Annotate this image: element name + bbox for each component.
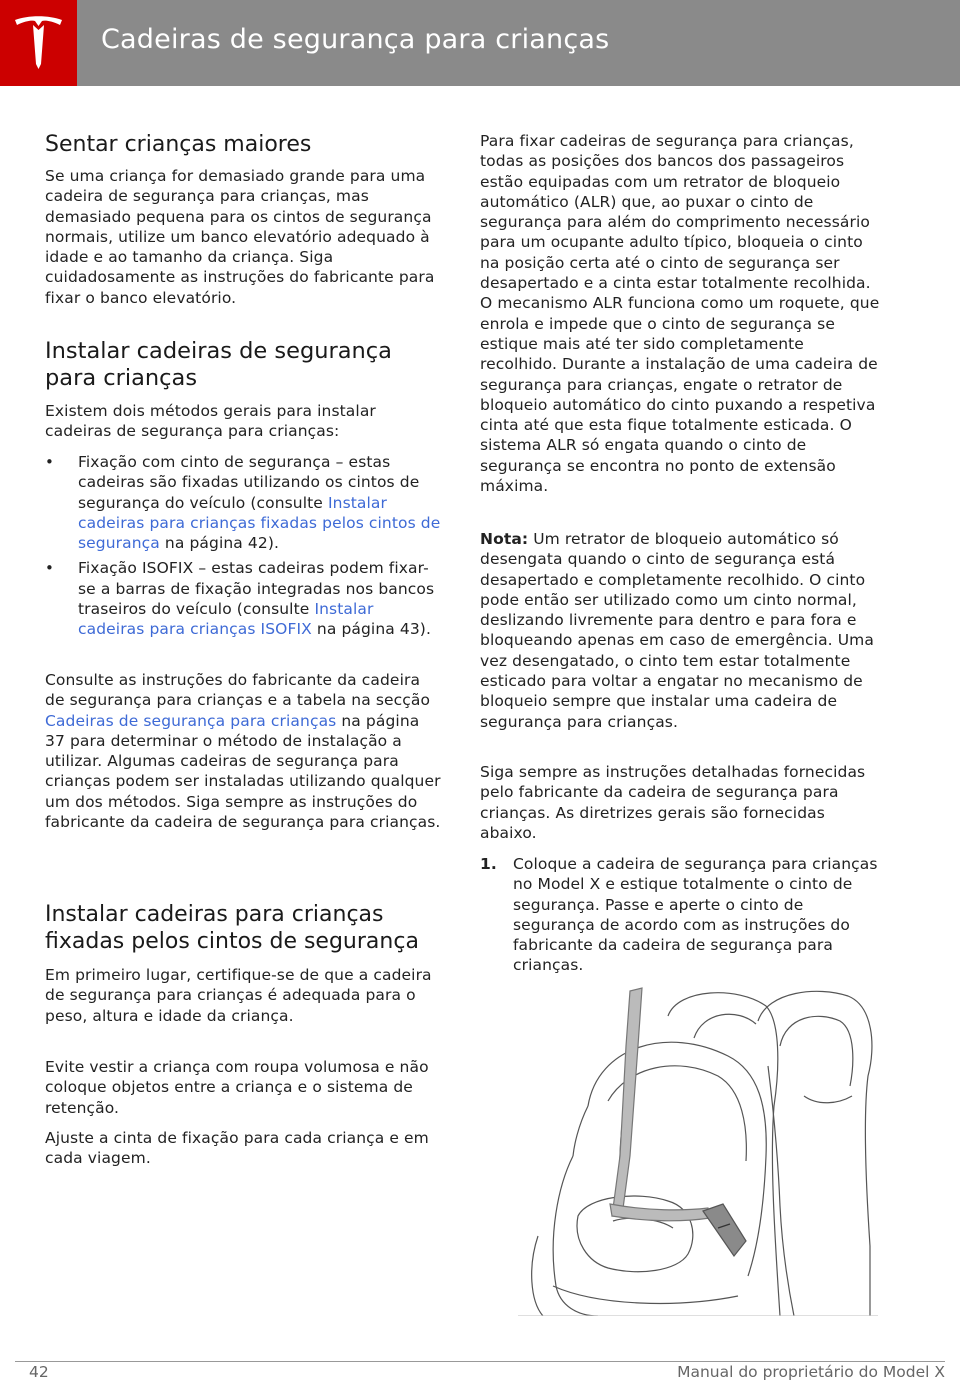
bullet-symbol: • bbox=[45, 453, 54, 471]
list-item-text-after: na página 43). bbox=[311, 620, 431, 639]
list-item-text-after: na página 42). bbox=[159, 534, 279, 553]
step-item bbox=[480, 854, 880, 976]
note-paragraph bbox=[480, 529, 880, 732]
list-item bbox=[45, 558, 443, 639]
list-item-text: Fixação com cinto de segurança – estas cadeiras são fixadas utilizando os cintos de segurança do veículo (consulte bbox=[78, 453, 420, 512]
list-item bbox=[45, 452, 443, 553]
paragraph-text: Consulte as instruções do fabricante da cadeira de segurança para crianças e a tabela na secção bbox=[45, 671, 431, 710]
note-text: Um retrator de bloqueio automático só desengata quando o cinto de segurança está desapertado e completamente recolhido. O cinto pode então ser utilizado como um cinto normal, deslizando livremente para dentro e para fora e bloqueando apenas em caso de emergência. Uma vez desengatado, o cinto tem estar totalmente esticado para voltar a engatar no mecanismo de bloqueio sempre que instalar uma cadeira de segurança para crianças. bbox=[480, 530, 874, 731]
page-header bbox=[0, 0, 960, 86]
section-title-older-children: Sentar crianças maiores bbox=[45, 132, 312, 157]
paragraph-follow-instructions: Siga sempre as instruções detalhadas fornecidas pelo fabricante da cadeira de segurança para crianças. As diretrizes gerais são fornecidas abaixo. bbox=[480, 763, 866, 842]
link-install-belt-seats[interactable]: Instalar cadeiras para crianças fixadas pelos cintos de segurança bbox=[78, 493, 441, 553]
paragraph-check-seat: Em primeiro lugar, certifique-se de que a cadeira de segurança para crianças é adequada para o peso, altura e idade da criança. bbox=[45, 966, 432, 1025]
child-seat-belt-illustration bbox=[518, 986, 878, 1316]
paragraph-install-methods: Existem dois métodos gerais para instalar cadeiras de segurança para crianças: bbox=[45, 402, 376, 441]
header-title: Cadeiras de segurança para crianças bbox=[101, 24, 610, 55]
paragraph-consult-manufacturer bbox=[45, 670, 443, 832]
paragraph-older-children: Se uma criança for demasiado grande para uma cadeira de segurança para crianças, mas demasiado pequena para os cintos de segurança normais, utilize um banco elevatório adequado à idade e ao tamanho da criança. Siga cuidadosamente as instruções do fabricante para fixar o banco elevatório. bbox=[45, 167, 435, 307]
paragraph-avoid-clothing: Evite vestir a criança com roupa volumosa e não coloque objetos entre a criança e o sistema de retenção. bbox=[45, 1058, 429, 1117]
install-methods-list bbox=[45, 452, 443, 640]
paragraph-adjust-strap: Ajuste a cinta de fixação para cada criança e em cada viagem. bbox=[45, 1129, 429, 1168]
step-number: 1. bbox=[480, 855, 497, 873]
list-item-text: Fixação ISOFIX – estas cadeiras podem fixar-se a barras de fixação integradas nos bancos traseiros do veículo (consulte bbox=[78, 559, 435, 619]
paragraph-alr: Para fixar cadeiras de segurança para crianças, todas as posições dos bancos dos passageiros estão equipadas com um retrator de bloqueio automático (ALR) que, ao puxar o cinto de segurança para além do comprimento necessário para um ocupante adulto típico, bloqueia o cinto na posição certa até o cinto de segurança ser desapertado e a cinta estar totalmente recolhida. O mecanismo ALR funciona como um roquete, que enrola e impede que o cinto de segurança se estique mais até ter sido completamente recolhido. Durante a instalação de uma cadeira de segurança para crianças, engate o retrator de bloqueio automático do cinto puxando a respetiva cinta até que esta fique totalmente esticada. O sistema ALR só engata quando o cinto de segurança se encontra no ponto de extensão máxima. bbox=[480, 132, 880, 496]
tesla-logo-icon bbox=[0, 0, 77, 86]
footer-title: Manual do proprietário do Model X bbox=[677, 1363, 945, 1381]
footer-divider bbox=[15, 1361, 945, 1362]
link-child-seats[interactable]: Cadeiras de segurança para crianças bbox=[45, 711, 337, 730]
bullet-symbol: • bbox=[45, 559, 54, 578]
link-install-isofix-seats[interactable]: Instalar cadeiras para crianças ISOFIX bbox=[78, 600, 374, 639]
note-label: Nota: bbox=[480, 530, 529, 548]
section-title-install-seats: Instalar cadeiras de segurança para crianças bbox=[45, 338, 392, 391]
section-title-belt-seats: Instalar cadeiras para crianças fixadas pelos cintos de segurança bbox=[45, 902, 419, 954]
step-text: Coloque a cadeira de segurança para crianças no Model X e estique totalmente o cinto de segurança. Passe e aperte o cinto de segurança de acordo com as instruções do fabricante da cadeira de segurança para crianças. bbox=[513, 855, 878, 975]
paragraph-text-after: na página 37 para determinar o método de instalação a utilizar. Algumas cadeiras de segurança para crianças podem ser instaladas utilizando qualquer um dos métodos. Siga sempre as instruções do fabricante da cadeira de segurança para crianças. bbox=[45, 711, 441, 832]
steps-list bbox=[480, 854, 880, 976]
page-number: 42 bbox=[29, 1363, 49, 1381]
